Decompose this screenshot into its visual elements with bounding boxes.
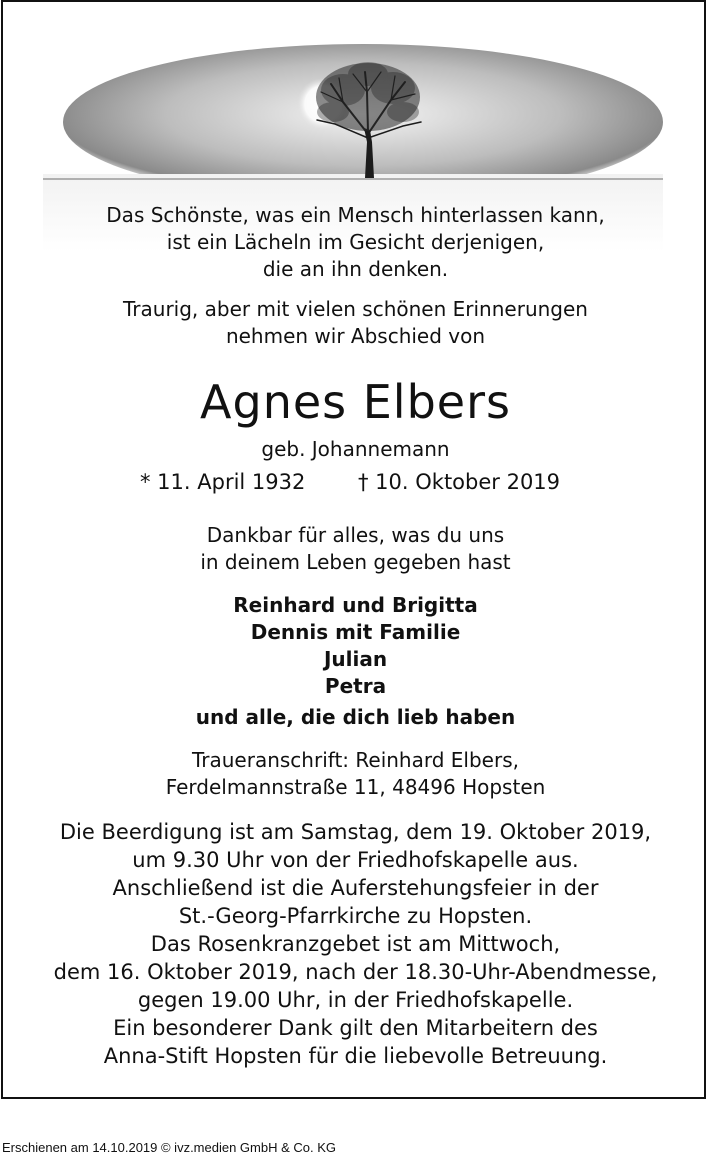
farewell-line: Traurig, aber mit vielen schönen Erinnerungen (123, 297, 588, 321)
details-line: Anschließend ist die Auferstehungsfeier in der (112, 876, 599, 900)
obituary-frame (1, 0, 706, 1099)
details-line: Ein besonderer Dank gilt den Mitarbeitern des (113, 1016, 598, 1040)
mourner-name: Julian (323, 647, 388, 671)
details-line: Das Rosenkranzgebet ist am Mittwoch, (150, 932, 561, 956)
mourners-list (3, 592, 708, 700)
mourner-name: Dennis mit Familie (250, 620, 461, 644)
funeral-details (3, 818, 708, 1070)
intro-line: ist ein Lächeln im Gesicht derjenigen, (166, 230, 545, 254)
intro-line: Das Schönste, was ein Mensch hinterlassen kann, (106, 203, 605, 227)
details-line: St.-Georg-Pfarrkirche zu Hopsten. (178, 904, 533, 928)
closing-mourners: und alle, die dich lieb haben (195, 705, 516, 729)
birth-date: * 11. April 1932 (140, 470, 306, 494)
deceased-name: Agnes Elbers (200, 375, 511, 429)
details-line: Die Beerdigung ist am Samstag, dem 19. Oktober 2019, (59, 820, 652, 844)
intro-line: die an ihn denken. (262, 257, 449, 281)
farewell-line: nehmen wir Abschied von (225, 324, 486, 348)
death-date: † 10. Oktober 2019 (358, 470, 561, 494)
life-dates (3, 470, 708, 500)
details-line: dem 16. Oktober 2019, nach der 18.30-Uhr-Abendmesse, (53, 960, 658, 984)
gratitude-line: in deinem Leben gegeben hast (200, 550, 511, 574)
details-line: gegen 19.00 Uhr, in der Friedhofskapelle. (137, 988, 574, 1012)
mourner-name: Reinhard und Brigitta (233, 593, 478, 617)
intro-quote (3, 202, 708, 283)
details-line: um 9.30 Uhr von der Friedhofskapelle aus. (132, 848, 579, 872)
birth-name: geb. Johannemann (261, 437, 450, 461)
details-line: Anna-Stift Hopsten für die liebevolle Betreuung. (103, 1044, 608, 1068)
gratitude-line: Dankbar für alles, was du uns (206, 523, 505, 547)
mourning-address (3, 747, 708, 801)
gratitude-text (3, 522, 708, 576)
address-line: Traueranschrift: Reinhard Elbers, (192, 748, 519, 772)
address-line: Ferdelmannstraße 11, 48496 Hopsten (165, 775, 546, 799)
mourner-name: Petra (324, 674, 387, 698)
farewell-text (3, 296, 708, 350)
publication-footer: Erschienen am 14.10.2019 © ivz.medien GmbH & Co. KG (2, 1140, 337, 1155)
